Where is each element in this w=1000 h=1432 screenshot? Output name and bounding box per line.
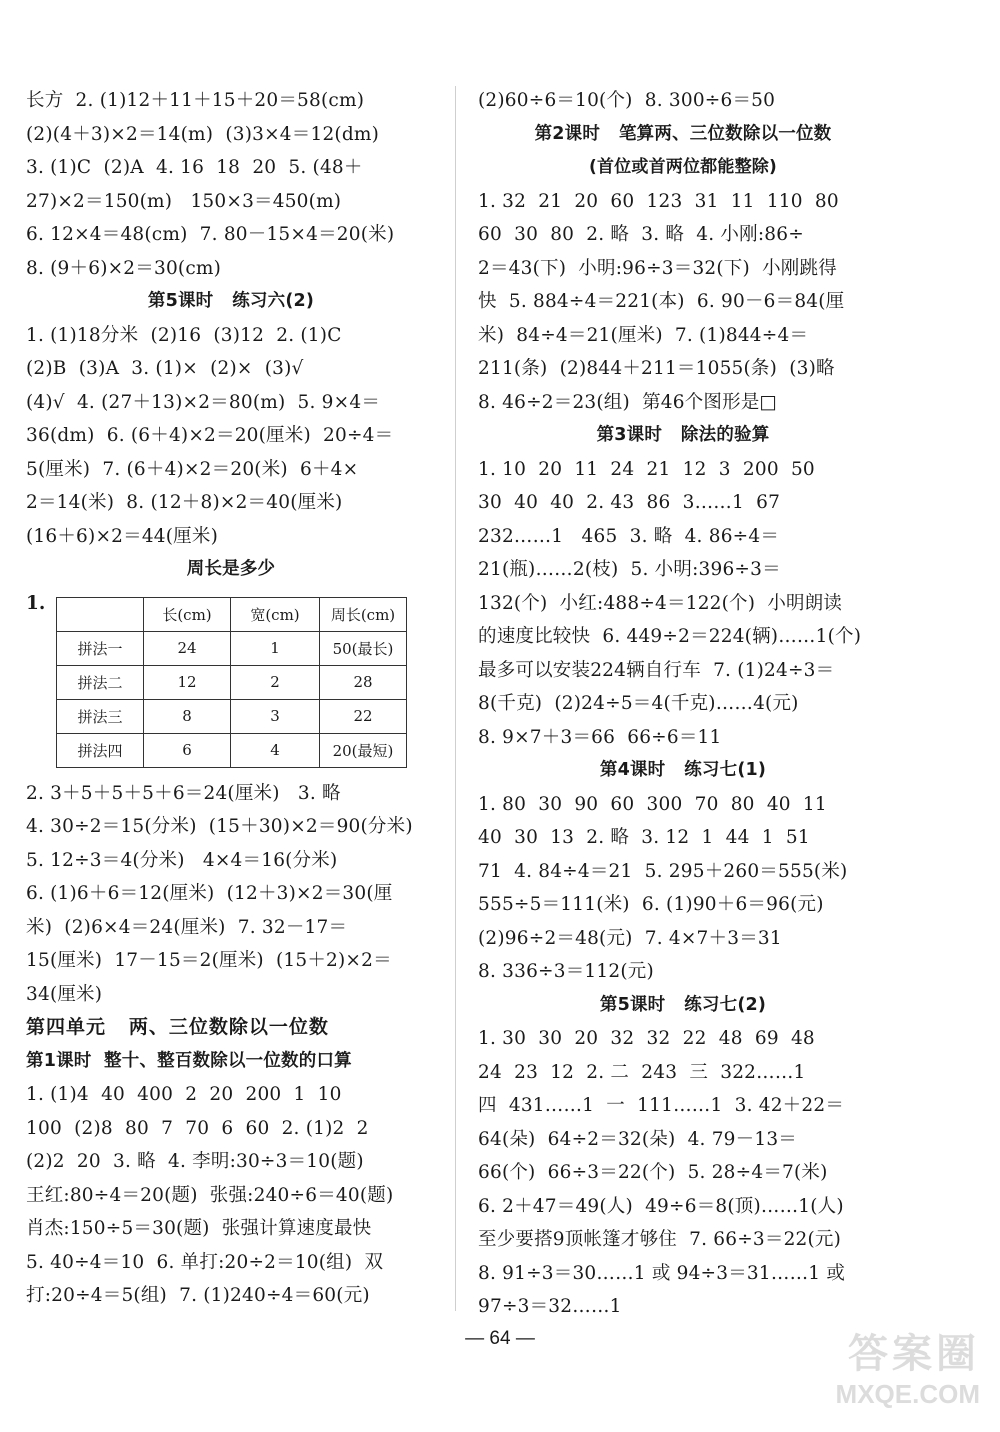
right-block-3 (478, 453, 888, 755)
answer-line: (4)√ 4. (27＋13)×2＝80(m) 5. 9×4＝ (26, 391, 381, 413)
answer-line: 米) (2)6×4＝24(厘米) 7. 32－17＝ (26, 916, 348, 938)
answer-line: 6. 2＋47＝49(人) 49÷6＝8(顶)……1(人) (478, 1195, 844, 1217)
answer-line: 四 431……1 一 111……1 3. 42＋22＝ (478, 1095, 845, 1116)
table-cell: 3 (231, 699, 320, 733)
answer-line: 15(厘米) 17－15＝2(厘米) (15＋2)×2＝ (26, 950, 392, 971)
left-block-1 (26, 84, 436, 285)
answer-line: 1. 80 30 90 60 300 70 80 40 11 (478, 793, 827, 815)
table-cell: 2 (231, 665, 320, 699)
watermark-logo (770, 1322, 980, 1412)
left-block-2 (26, 319, 436, 554)
left-column (26, 84, 436, 1313)
table-cell: 20(最短) (320, 733, 407, 767)
answer-line: (2)60÷6＝10(个) 8. 300÷6＝50 (478, 90, 776, 111)
table-cell: 拼法二 (57, 665, 144, 699)
answer-line: 3. (1)C (2)A 4. 16 18 20 5. (48＋ (26, 157, 363, 178)
question-number: 1. (26, 592, 46, 614)
answer-line: 快 5. 884÷4＝221(本) 6. 90－6＝84(厘 (478, 291, 845, 312)
answer-line: 打:20÷4＝5(组) 7. (1)240÷4＝60(元) (26, 1285, 370, 1306)
lesson-heading: 第5课时 练习六(2) (147, 291, 315, 311)
table-row (57, 631, 407, 665)
answer-line: 的速度比较快 6. 449÷2＝224(辆)……1(个) (478, 626, 862, 647)
page-number: — 64 — (465, 1328, 535, 1349)
answer-line: 232……1 465 3. 略 4. 86÷4＝ (478, 525, 780, 547)
table-cell: 6 (144, 733, 231, 767)
answer-line: 34(厘米) (26, 983, 103, 1005)
answer-line: 至少要搭9顶帐篷才够住 7. 66÷3＝22(元) (478, 1229, 842, 1250)
table-cell: 1 (231, 631, 320, 665)
answer-line: 1. (1)18分米 (2)16 (3)12 2. (1)C (26, 324, 342, 346)
column-divider (455, 86, 456, 1311)
answer-line: 8. 91÷3＝30……1 或 94÷3＝31……1 或 (478, 1262, 846, 1284)
answer-line: 6. (1)6＋6＝12(厘米) (12＋3)×2＝30(厘 (26, 883, 393, 904)
answer-line: 5. 12÷3＝4(分米) 4×4＝16(分米) (26, 849, 338, 871)
table-header-row (57, 597, 407, 631)
answer-line: 132(个) 小红:488÷4＝122(个) 小明朗读 (478, 592, 843, 614)
answer-line: 97÷3＝32……1 (478, 1296, 622, 1317)
answer-line: 5. 40÷4＝10 6. 单打:20÷2＝10(组) 双 (26, 1251, 384, 1273)
lesson-heading: 第5课时 练习七(2) (599, 994, 767, 1015)
answer-line: 66(个) 66÷3＝22(个) 5. 28÷4＝7(米) (478, 1162, 828, 1183)
answer-line: (16＋6)×2＝44(厘米) (26, 525, 218, 547)
table-header: 长(cm) (144, 597, 231, 631)
answer-line: 71 4. 84÷4＝21 5. 295＋260＝555(米) (478, 860, 848, 882)
table-cell: 4 (231, 733, 320, 767)
answer-line: (2)B (3)A 3. (1)× (2)× (3)√ (26, 358, 304, 379)
right-column (478, 84, 888, 1324)
answer-line: 100 (2)8 80 7 70 6 60 2. (1)2 2 (26, 1117, 369, 1139)
answer-line: 长方 2. (1)12＋11＋15＋20＝58(cm) (26, 90, 365, 111)
left-block-4 (26, 1078, 436, 1313)
answer-line: 6. 12×4＝48(cm) 7. 80－15×4＝20(米) (26, 224, 395, 245)
answer-line: 24 23 12 2. 二 243 三 322……1 (478, 1061, 806, 1083)
answer-line: 8. 9×7＋3＝66 66÷6＝11 (478, 726, 722, 748)
lesson-heading: 周长是多少 (186, 559, 276, 579)
answer-line: 64(朵) 64÷2＝32(朵) 4. 79－13＝ (478, 1128, 797, 1150)
watermark-url: MXQE.COM (835, 1379, 980, 1409)
answer-line: 米) 84÷4＝21(厘米) 7. (1)844÷4＝ (478, 324, 809, 346)
lesson-subheading: (首位或首两位都能整除) (589, 157, 777, 177)
right-block-2 (478, 185, 888, 420)
answer-line: 肖杰:150÷5＝30(题) 张强计算速度最快 (26, 1218, 372, 1239)
answer-line: 36(dm) 6. (6＋4)×2＝20(厘米) 20÷4＝ (26, 425, 394, 446)
answer-line: 8. 336÷3＝112(元) (478, 961, 654, 982)
table-cell: 拼法一 (57, 631, 144, 665)
table-header (57, 597, 144, 631)
answer-line: (2)(4＋3)×2＝14(m) (3)3×4＝12(dm) (26, 123, 380, 145)
table-header: 宽(cm) (231, 597, 320, 631)
perimeter-table (56, 597, 407, 768)
answer-line: 王红:80÷4＝20(题) 张强:240÷6＝40(题) (26, 1184, 394, 1206)
table-cell: 12 (144, 665, 231, 699)
lesson-heading: 第1课时 整十、整百数除以一位数的口算 (26, 1050, 352, 1071)
answer-line: 8. (9＋6)×2＝30(cm) (26, 257, 222, 279)
answer-line: 2. 3＋5＋5＋5＋6＝24(厘米) 3. 略 (26, 782, 341, 804)
answer-line: 60 30 80 2. 略 3. 略 4. 小刚:86÷ (478, 224, 804, 245)
answer-line: 2＝14(米) 8. (12＋8)×2＝40(厘米) (26, 492, 343, 513)
answer-line: 21(瓶)……2(枝) 5. 小明:396÷3＝ (478, 559, 781, 580)
table-cell: 24 (144, 631, 231, 665)
table-row (57, 699, 407, 733)
table-row (57, 733, 407, 767)
table-cell: 28 (320, 665, 407, 699)
answer-line: (2)96÷2＝48(元) 7. 4×7＋3＝31 (478, 927, 782, 949)
answer-line: 1. 30 30 20 32 32 22 48 69 48 (478, 1028, 815, 1049)
table-cell: 50(最长) (320, 631, 407, 665)
answer-line: 30 40 40 2. 43 86 3……1 67 (478, 492, 781, 513)
table-header: 周长(cm) (320, 597, 407, 631)
answer-line: 1. (1)4 40 400 2 20 200 1 10 (26, 1084, 342, 1105)
right-block-4 (478, 788, 888, 989)
answer-line: 555÷5＝111(米) 6. (1)90＋6＝96(元) (478, 894, 824, 915)
lesson-heading: 第2课时 笔算两、三位数除以一位数 (534, 123, 832, 144)
answer-line: 最多可以安装224辆自行车 7. (1)24÷3＝ (478, 659, 835, 681)
answer-line: 1. 10 20 11 24 21 12 3 200 50 (478, 458, 815, 480)
answer-line: 8(千克) (2)24÷5＝4(千克)……4(元) (478, 693, 799, 714)
answer-line: (2)2 20 3. 略 4. 李明:30÷3＝10(题) (26, 1151, 364, 1172)
unit-title: 第四单元 两、三位数除以一位数 (26, 1016, 329, 1038)
watermark-text: 答案圈 (848, 1331, 980, 1377)
answer-line: 5(厘米) 7. (6＋4)×2＝20(米) 6＋4× (26, 458, 359, 480)
answer-line: 2＝43(下) 小明:96÷3＝32(下) 小刚跳得 (478, 257, 837, 279)
answer-line: 1. 32 21 20 60 123 31 11 110 80 (478, 190, 839, 212)
perimeter-table-block (26, 587, 436, 777)
answer-line: 211(条) (2)844＋211＝1055(条) (3)略 (478, 358, 835, 379)
lesson-heading: 第4课时 练习七(1) (599, 760, 767, 780)
left-block-3 (26, 777, 436, 1012)
table-row (57, 665, 407, 699)
table-cell: 22 (320, 699, 407, 733)
answer-line: 40 30 13 2. 略 3. 12 1 44 1 51 (478, 827, 810, 848)
table-cell: 8 (144, 699, 231, 733)
answer-line: 27)×2＝150(m) 150×3＝450(m) (26, 190, 342, 212)
table-cell: 拼法四 (57, 733, 144, 767)
answer-line: 4. 30÷2＝15(分米) (15＋30)×2＝90(分米) (26, 816, 413, 837)
answer-line: 8. 46÷2＝23(组) 第46个图形是□ (478, 391, 778, 413)
right-block-5 (478, 1022, 888, 1324)
table-cell: 拼法三 (57, 699, 144, 733)
lesson-heading: 第3课时 除法的验算 (596, 425, 770, 445)
